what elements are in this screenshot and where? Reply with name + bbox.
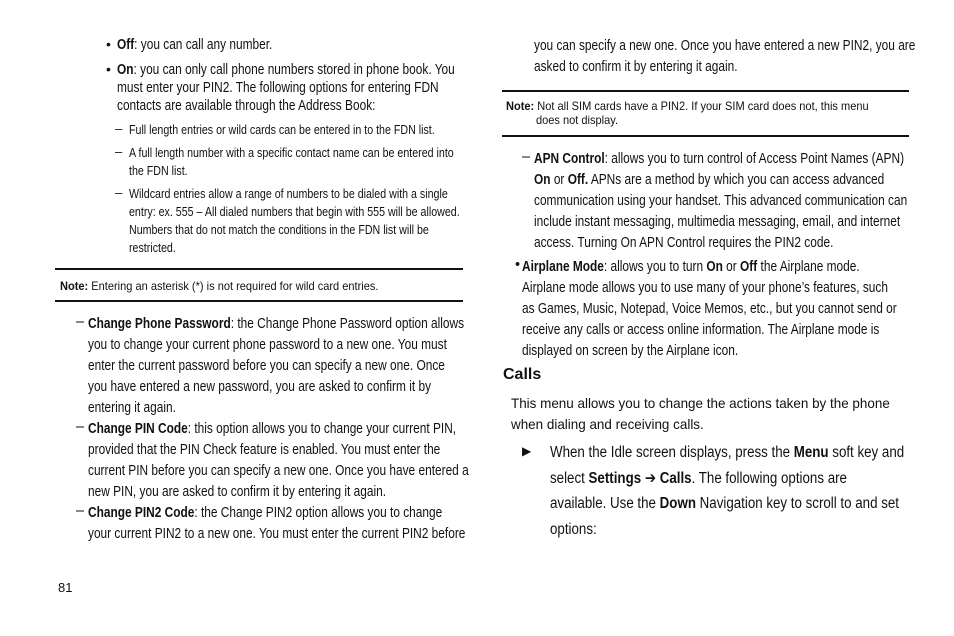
menu-key-label: Menu: [793, 444, 829, 461]
step-arrow-icon: ▶: [522, 444, 532, 458]
bullet-dot: •: [515, 257, 521, 273]
note-top-rule: [55, 268, 463, 270]
dash: –: [76, 503, 85, 519]
calls-label: Calls: [659, 469, 692, 487]
note-bottom-rule: [502, 135, 909, 137]
dash: –: [115, 144, 123, 159]
fdn-subitem: A full length number with a specific contact name can be entered into the FDN list.: [129, 145, 454, 178]
dash: –: [115, 185, 123, 200]
bullet-dot: •: [106, 61, 111, 77]
note-label: Note:: [506, 99, 535, 113]
change-phone-password-item: Change Phone Password: the Change Phone Password option allows you to change your current phone password to a new one. You must enter the current password before you can specify a new one. Once you have entered a new password, you are asked to confirm it by entering it again.: [88, 316, 465, 416]
apn-control-label: APN Control: [534, 151, 605, 167]
off-label: Off: [117, 37, 135, 53]
apn-control-item: APN Control: allows you to turn control of Access Point Names (APN) On or Off. APNs are a method by which you can access advanced communication using your handset. This advanced communication can include instant messaging, multimedia messaging, email, and internet access. Turning On APN Control requires the PIN2 code.: [534, 151, 908, 251]
change-pin-code-label: Change PIN Code: [88, 421, 188, 437]
on-label: On: [117, 62, 134, 78]
dash: –: [522, 149, 531, 165]
bullet-on: On: you can only call phone numbers stored in phone book. You must enter your PIN2. The following options for entering FDN contacts are available through the Address Book:: [117, 62, 455, 114]
fdn-subitem: Wildcard entries allow a range of numbers to be dialed with a single entry: ex. 555 – All dialed numbers that begin with 555 will be allowed. Numbers that do not match the conditions in the FDN list will be restricted.: [129, 186, 460, 255]
change-pin-code-item: Change PIN Code: this option allows you to change your current PIN, provided that the PIN Check feature is enabled. You must enter the current PIN before you can specify a new one. Once you have entered a new PIN, you are asked to confirm it by entering it again.: [88, 421, 469, 500]
note-bottom-rule: [55, 300, 463, 302]
bullet-off: Off: you can call any number.: [117, 37, 273, 53]
step-instruction: When the Idle screen displays, press the Menu soft key and select Settings ➔ Calls. The following options are available. Use the Down Navigation key to scroll to and set options:: [550, 444, 905, 538]
airplane-mode-item: Airplane Mode: allows you to turn On or Off the Airplane mode. Airplane mode allows you to use many of your phone’s features, such as Games, Music, Notepad, Voice Memos, etc., but you cannot send or receive any calls or access online information. The Airplane mode is displayed on screen by the Airplane icon.: [522, 259, 897, 359]
note-sim-pin2-line2: does not display.: [536, 113, 619, 127]
page-number: 81: [58, 580, 73, 595]
fdn-subitem: Full length entries or wild cards can be entered in to the FDN list.: [129, 122, 435, 137]
airplane-mode-label: Airplane Mode: [522, 259, 604, 275]
note-sim-pin2: Note: Not all SIM cards have a PIN2. If your SIM card does not, this menu: [506, 99, 869, 113]
note-asterisk: Note: Entering an asterisk (*) is not required for wild card entries.: [60, 279, 379, 293]
dash: –: [76, 314, 85, 330]
down-key-label: Down: [659, 495, 696, 512]
note-label: Note:: [60, 279, 89, 293]
pin2-continued: you can specify a new one. Once you have entered a new PIN2, you are asked to confirm it by entering it again.: [534, 38, 916, 75]
settings-label: Settings: [588, 469, 642, 487]
change-pin2-code-item: Change PIN2 Code: the Change PIN2 option allows you to change your current PIN2 to a new one. You must enter the current PIN2 before: [88, 505, 466, 542]
change-pin2-code-label: Change PIN2 Code: [88, 505, 195, 521]
dash: –: [115, 121, 123, 136]
section-heading-calls: Calls: [503, 366, 542, 383]
dash: –: [76, 419, 85, 435]
note-top-rule: [502, 90, 909, 92]
calls-intro: This menu allows you to change the actions taken by the phone when dialing and receiving calls.: [511, 395, 890, 432]
bullet-dot: •: [106, 36, 111, 52]
change-phone-password-label: Change Phone Password: [88, 316, 231, 332]
